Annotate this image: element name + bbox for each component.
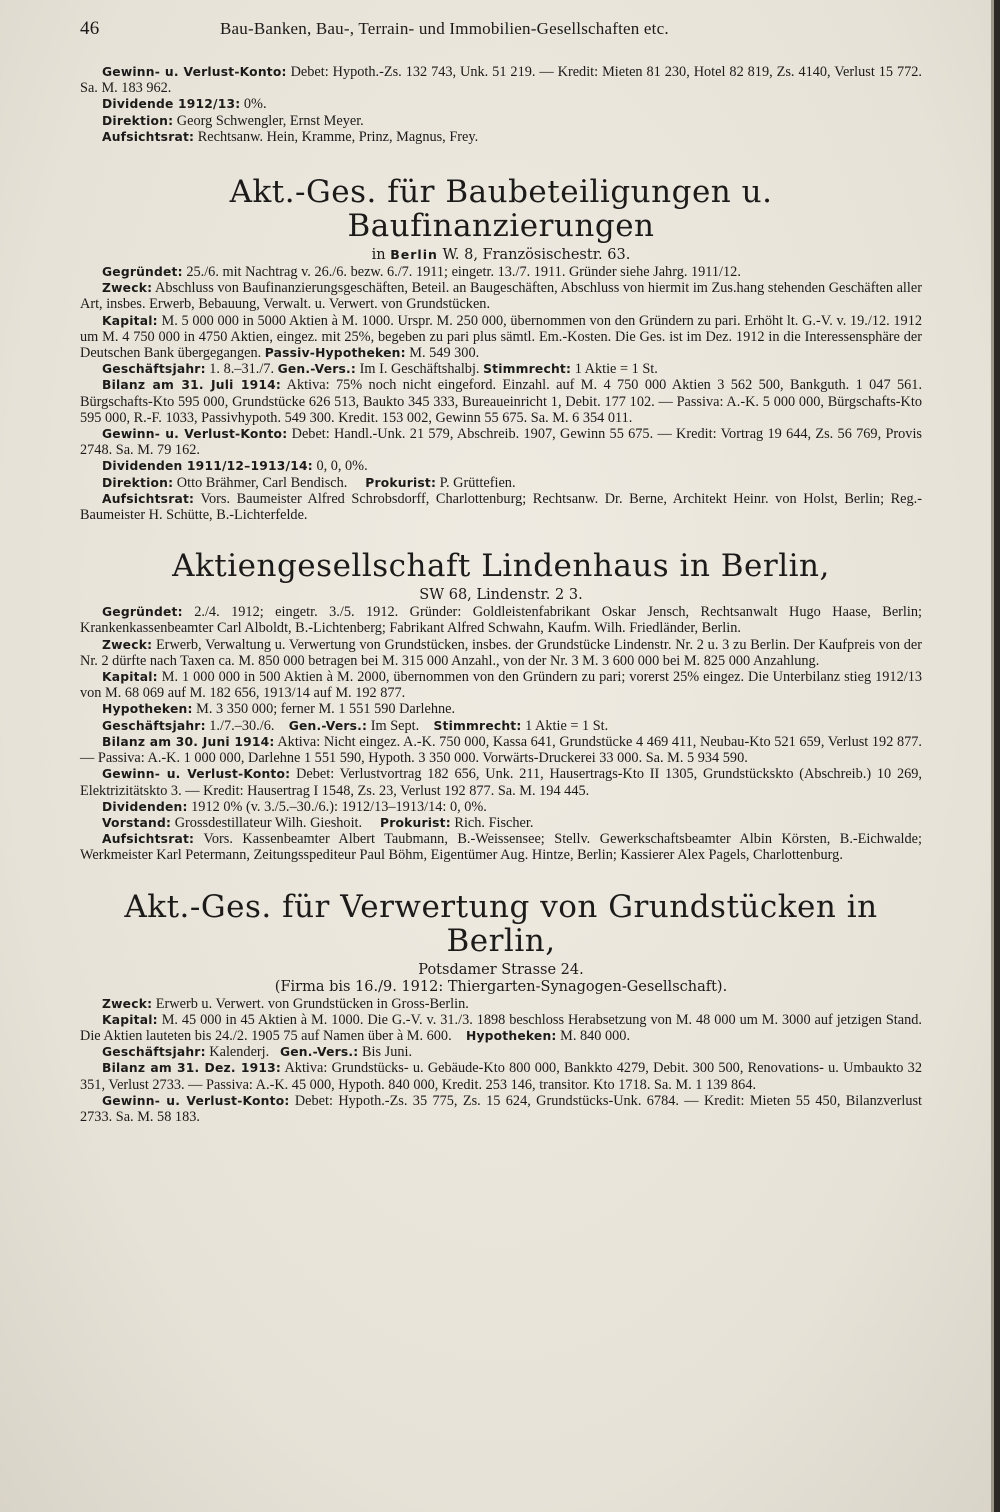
- vorstand: Vorstand: Grossdestillateur Wilh. Gieshoit. Prokurist: Rich. Fischer.: [102, 814, 534, 831]
- entry-address: Potsdamer Strasse 24.: [418, 961, 584, 978]
- kapital: Kapital: M. 45 000 in 45 Aktien à M. 1000. Die G.-V. v. 31./3. 1898 beschloss Herabsetzung von M. 48 000 um M. 3000 auf jetzigen Stand. Die Aktien lauteten bis 24./2. 1905 75 auf Namen über à M. 600. Hypotheken: M. 840 000.: [80, 1011, 922, 1044]
- page-number: 46: [80, 18, 100, 39]
- entry-body: [80, 996, 922, 1126]
- kapital: Kapital: M. 1 000 000 in 500 Aktien à M. 2000, übernommen von den Gründern zu pari; vorerst 25% eingez. Die Unterbilanz stieg 1912/13 von M. 68 069 auf M. 182 656, 1913/14 auf M. 192 877.: [80, 669, 922, 702]
- entry-former-name: (Firma bis 16./9. 1912: Thiergarten-Synagogen-Gesellschaft).: [274, 978, 728, 995]
- entry-title: Aktiengesellschaft Lindenhaus in Berlin,: [172, 548, 830, 585]
- cont-dividende: Dividende 1912/13: 0%.: [102, 96, 267, 113]
- hypotheken: Hypotheken: M. 3 350 000; ferner M. 1 551 590 Darlehne.: [102, 701, 456, 718]
- bilanz: Bilanz am 31. Dez. 1913: Aktiva: Grundstücks- u. Gebäude-Kto 800 000, Bankkto 4279, Debit. 300 500, Renovations- u. Umbaukto 32 351, Verlust 2733. — Passiva: A.-K. 45 000, Hypoth. 840 000, Kredit. 253 146, transitor. Kto 1718. Sa. M. 1 139 864.: [80, 1060, 922, 1093]
- cont-gewinn-verlust: Gewinn- u. Verlust-Konto: Debet: Hypoth.-Zs. 132 743, Unk. 51 219. — Kredit: Mieten 81 230, Hotel 82 819, Zs. 4140, Verlust 15 772. Sa. M. 183 962.: [80, 64, 923, 97]
- dividenden: Dividenden: 1912 0% (v. 3./5.–30./6.): 1912/13–1913/14: 0, 0%.: [102, 798, 487, 815]
- geschaeftsjahr: Geschäftsjahr: 1./7.–30./6. Gen.-Vers.: Im Sept. Stimmrecht: 1 Aktie = 1 St.: [102, 717, 609, 734]
- entry-body: [80, 604, 922, 863]
- bilanz: Bilanz am 30. Juni 1914: Aktiva: Nicht eingez. A.-K. 750 000, Kassa 641, Grundstücke 4 469 411, Neubau-Kto 521 659, Verlust 192 877. — Passiva: A.-K. 1 000 000, Darlehne 1 551 590, Hypoth. 3 350 000. Vorwärts-Druckerei 33 000. Sa. M. 5 934 590.: [80, 733, 922, 767]
- dividenden: Dividenden 1911/12–1913/14: 0, 0, 0%.: [102, 458, 368, 475]
- running-head: [80, 18, 922, 52]
- page-edge-inner: [991, 0, 994, 1512]
- entry-title: Akt.-Ges. für Baubeteiligungen u. Baufinanzierungen: [229, 174, 773, 245]
- cont-direktion: Direktion: Georg Schwengler, Ernst Meyer.: [102, 112, 364, 129]
- aufsichtsrat: Aufsichtsrat: Vors. Kassenbeamter Albert Taubmann, B.-Weissensee; Stellv. Gewerkschaftsbeamter Albin Körsten, B.-Eichwalde; Werkmeister Karl Petermann, Zeitungsspediteur Paul Böhm, Eigentümer Aug. Hintze, Berlin; Kassierer Alex Pagels, Charlottenburg.: [80, 831, 922, 864]
- entry-title: Akt.-Ges. für Verwertung von Grundstücken in Berlin,: [124, 888, 878, 959]
- cont-aufsichtsrat: Aufsichtsrat: Rechtsanw. Hein, Kramme, Prinz, Magnus, Frey.: [102, 128, 479, 145]
- geschaeftsjahr: Geschäftsjahr: 1. 8.–31./7. Gen.-Vers.: Im I. Geschäftshalbj. Stimmrecht: 1 Aktie = 1 St.: [102, 361, 658, 378]
- entry-address: in Berlin W. 8, Französischestr. 63.: [371, 247, 631, 264]
- entry-baubeteiligungen: [80, 175, 922, 523]
- entry-body: [80, 264, 922, 523]
- gegruendet: Gegründet: 2./4. 1912; eingetr. 3./5. 1912. Gründer: Goldleistenfabrikant Oskar Jensch, Rechtsanwalt Hugo Haase, Berlin; Krankenkassenbeamter Carl Alboldt, B.-Lichtenberg; Fabrikant Alfred Schwahn, Kaufm. Wilh. Friedländer, Berlin.: [80, 604, 922, 637]
- geschaeftsjahr: Geschäftsjahr: Kalenderj. Gen.-Vers.: Bis Juni.: [102, 1044, 413, 1061]
- bilanz: Bilanz am 31. Juli 1914: Aktiva: 75% noch nicht eingeford. Einzahl. auf M. 4 750 000 Aktien 3 562 500, Bankguth. 1 047 561. Bürgschafts-Kto 595 000, Grundstücke 626 513, Baukto 345 333, Bureaueinricht 1, Debit. 177 102. — Passiva: A.-K. 5 000 000, Bürgschafts-Kto 595 000, R.-F. 1033, Passivhypoth. 549 300. Kredit. 153 002, Gewinn 55 675. Sa. M. 6 354 011.: [80, 377, 923, 426]
- entry-verwertung-grundstuecke: [80, 890, 922, 1126]
- gewinn-verlust: Gewinn- u. Verlust-Konto: Debet: Handl.-Unk. 21 579, Abschreib. 1907, Gewinn 55 675. — Kredit: Vortrag 19 644, Zs. 56 769, Provis 2748. Sa. M. 79 162.: [80, 426, 922, 459]
- entry-lindenhaus: [80, 549, 922, 863]
- zweck: Zweck: Abschluss von Baufinanzierungsgeschäften, Beteil. an Baugeschäften, Abschluss von hiermit im Zus.hang stehenden Geschäften aller Art, insbes. Erwerb, Bebauung, Verwalt. u. Verwert. von Grundstücken.: [80, 280, 922, 313]
- zweck: Zweck: Erwerb u. Verwert. von Grundstücken in Gross-Berlin.: [102, 995, 469, 1012]
- kapital: Kapital: M. 5 000 000 in 5000 Aktien à M. 1000. Urspr. M. 250 000, übernommen von den Gründern zu pari. Erhöht lt. G.-V. v. 19./12. 1912 um M. 4 750 000 in 4750 Aktien, eingez. mit 25%, begeben zu pari plus sämtl. Em.-Kosten. Die Ges. ist im Dez. 1912 in die Interessensphäre der Deutschen Bank übergegangen. Passiv-Hypotheken: M. 549 300.: [80, 312, 922, 362]
- continued-entry: [80, 64, 922, 145]
- gegruendet: Gegründet: 25./6. mit Nachtrag v. 26./6. bezw. 6./7. 1911; eingetr. 13./7. 1911. Gründer siehe Jahrg. 1911/12.: [102, 264, 741, 281]
- running-title: Bau-Banken, Bau-, Terrain- und Immobilien-Gesellschaften etc.: [220, 19, 669, 38]
- direktion: Direktion: Otto Brähmer, Carl Bendisch. Prokurist: P. Grüttefien.: [102, 474, 516, 491]
- zweck: Zweck: Erwerb, Verwaltung u. Verwertung von Grundstücken, insbes. der Grundstücke Lindenstr. Nr. 2 u. 3 zu Berlin. Der Kaufpreis von der Nr. 2 dürfte nach Taxen ca. M. 850 000 betragen bei M. 315 000 Anzahl., von der Nr. 3 M. 3 600 000 bei M. 825 000 Anzahlung.: [80, 636, 923, 669]
- gewinn-verlust: Gewinn- u. Verlust-Konto: Debet: Hypoth.-Zs. 35 775, Zs. 15 624, Grundstücks-Unk. 6784. — Kredit: Mieten 55 450, Bilanzverlust 2733. Sa. M. 58 183.: [80, 1092, 922, 1125]
- page-edge-shadow: [994, 0, 1000, 1512]
- gewinn-verlust: Gewinn- u. Verlust-Konto: Debet: Verlustvortrag 182 656, Unk. 211, Hausertrags-Kto II 1305, Grundstückskto (Abschreib.) 10 269, Elektrizitätskto 3. — Kredit: Hausertrag I 1548, Zs. 23, Verlust 192 877. Sa. M. 194 445.: [80, 766, 922, 799]
- aufsichtsrat: Aufsichtsrat: Vors. Baumeister Alfred Schrobsdorff, Charlottenburg; Rechtsanw. Dr. Berne, Architekt Heinr. von Holst, Berlin; Reg.-Baumeister H. Schütte, B.-Lichterfelde.: [80, 490, 922, 524]
- entry-address: SW 68, Lindenstr. 2 3.: [419, 587, 583, 604]
